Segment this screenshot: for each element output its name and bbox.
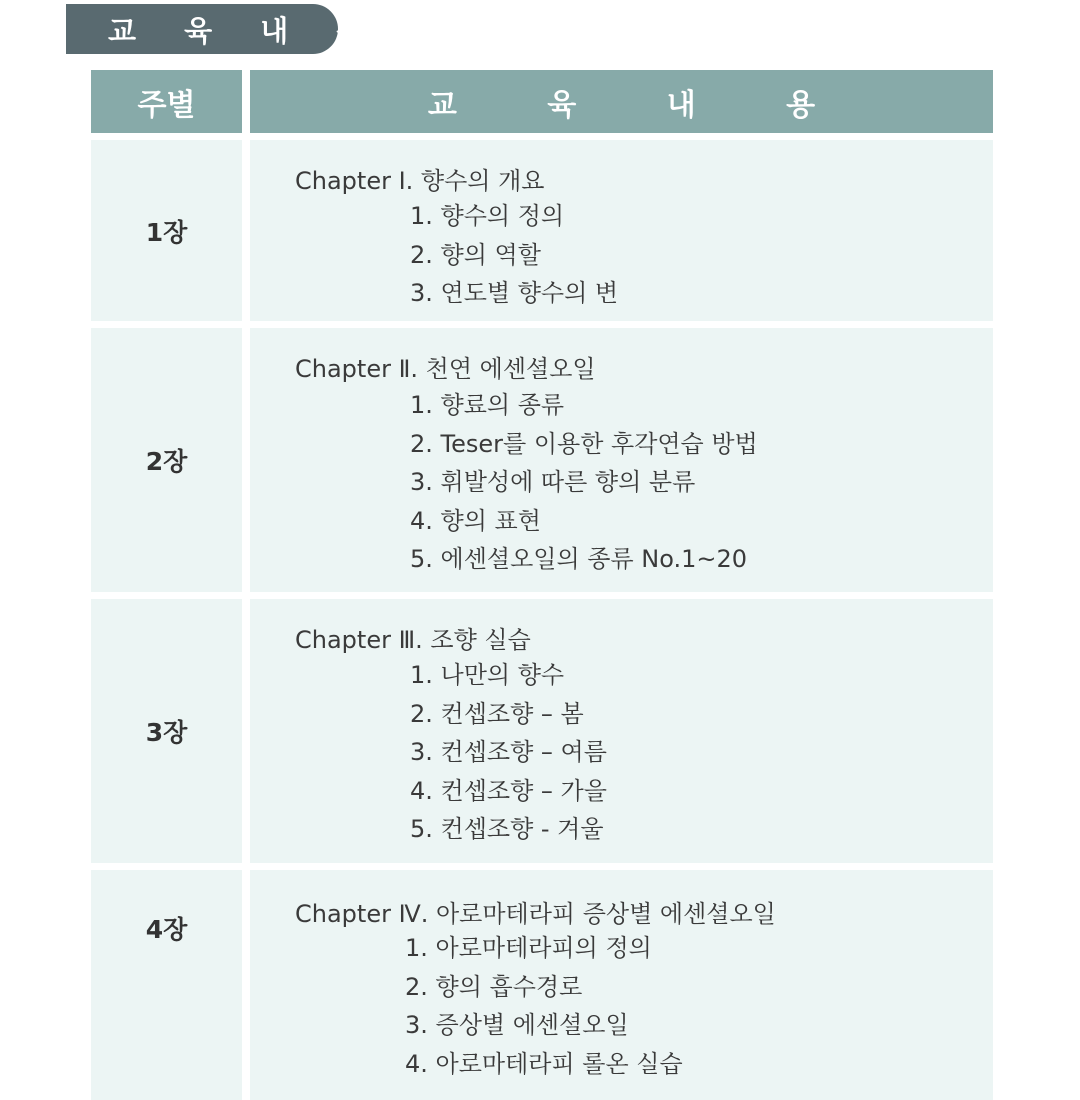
chapter-item-list bbox=[410, 197, 618, 313]
list-item: 5. 에센셜오일의 종류 No.1~20 bbox=[410, 545, 748, 573]
header-week: 주별 bbox=[91, 70, 242, 133]
week-cell-4 bbox=[91, 870, 242, 1100]
chapter-title: Chapter Ⅲ. 조향 실습 bbox=[295, 626, 531, 654]
week-label: 4장 bbox=[145, 915, 188, 944]
list-item: 3. 휘발성에 따른 향의 분류 bbox=[410, 468, 696, 496]
content-cell-4 bbox=[250, 870, 993, 1100]
content-cell-2 bbox=[250, 328, 993, 592]
header-content: 교 육 내 용 bbox=[250, 70, 993, 133]
week-cell-3: 3장 bbox=[91, 599, 242, 863]
chapter-title: Chapter Ⅳ. 아로마테라피 증상별 에센셜오일 bbox=[295, 900, 776, 928]
list-item: 2. 향의 흡수경로 bbox=[405, 972, 583, 1001]
section-title: 교 육 내 용 bbox=[108, 13, 384, 48]
section-title-tab bbox=[66, 4, 384, 54]
list-item: 4. 향의 표현 bbox=[410, 506, 541, 535]
list-item: 2. 컨셉조향 – 봄 bbox=[410, 699, 584, 728]
week-cell-2: 2장 bbox=[91, 328, 242, 592]
list-item: 2. 향의 역할 bbox=[410, 240, 541, 269]
list-item: 1. 향수의 정의 bbox=[410, 202, 565, 230]
list-item: 1. 아로마테라피의 정의 bbox=[405, 934, 652, 962]
chapter-item-list bbox=[405, 929, 683, 1083]
chapter-title: Chapter Ⅰ. 향수의 개요 bbox=[295, 167, 545, 195]
chapter-item-list bbox=[410, 656, 607, 849]
content-cell-1 bbox=[250, 140, 993, 321]
list-item: 1. 나만의 향수 bbox=[410, 661, 565, 689]
list-item: 3. 컨셉조향 – 여름 bbox=[410, 738, 607, 766]
list-item: 2. Teser를 이용한 후각연습 방법 bbox=[410, 429, 758, 458]
chapter-title: Chapter Ⅱ. 천연 에센셜오일 bbox=[295, 355, 596, 383]
list-item: 4. 컨셉조향 – 가을 bbox=[410, 776, 607, 805]
list-item: 1. 향료의 종류 bbox=[410, 391, 565, 419]
list-item: 3. 증상별 에센셜오일 bbox=[405, 1011, 629, 1039]
content-cell-3 bbox=[250, 599, 993, 863]
list-item: 4. 아로마테라피 롤온 실습 bbox=[405, 1049, 683, 1078]
list-item: 3. 연도별 향수의 변 bbox=[410, 279, 619, 307]
week-cell-1: 1장 bbox=[91, 140, 242, 321]
chapter-item-list bbox=[410, 386, 758, 579]
list-item: 5. 컨셉조향 - 겨울 bbox=[410, 815, 604, 843]
